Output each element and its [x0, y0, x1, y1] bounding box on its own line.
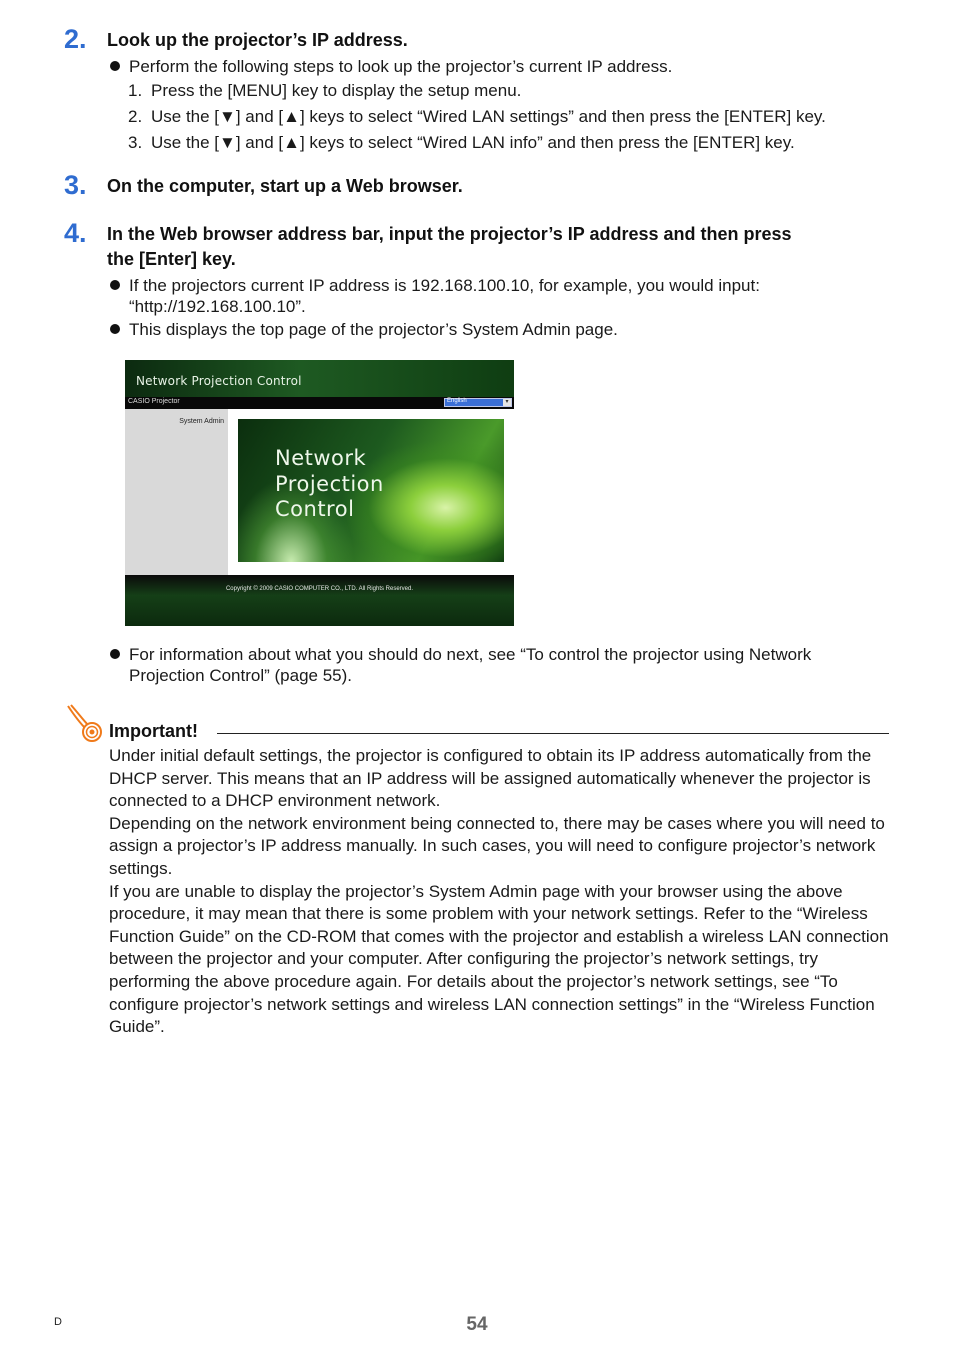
step-4-title-line1: In the Web browser address bar, input the projector’s IP address and then press: [107, 224, 792, 244]
important-paragraph: Under initial default settings, the projector is configured to obtain its IP address automatically from the DHCP server. This means that an IP address will be assigned automatically whenever the projector is connected to a DHCP environment network.: [109, 746, 872, 811]
bullet-text-line2: Projection Control” (page 55).: [129, 666, 353, 685]
step-number-2: 2.: [64, 24, 87, 54]
banner-line: Control: [275, 497, 355, 521]
language-select-value: English: [447, 398, 467, 404]
language-select: [444, 398, 512, 407]
bullet-text: Perform the following steps to look up the projector’s current IP address.: [129, 57, 673, 76]
substep-1: [128, 80, 521, 101]
step-4-title-line2: the [Enter] key.: [107, 249, 236, 269]
step-number-3: 3.: [64, 170, 87, 200]
screenshot-header: [125, 360, 514, 397]
banner-line: Projection: [275, 471, 384, 496]
chevron-down-icon: ▾: [503, 399, 511, 406]
step-2-title: Look up the projector’s IP address.: [107, 30, 408, 50]
screenshot-bar-label: CASIO Projector: [128, 398, 180, 405]
important-body: [109, 745, 889, 1039]
bullet-dot-icon: [110, 649, 120, 659]
substep-text: Press the [MENU] key to display the setup menu.: [151, 81, 522, 100]
important-divider: [217, 733, 889, 734]
substep-2: [128, 106, 826, 127]
step-3-title: On the computer, start up a Web browser.: [107, 176, 463, 196]
bullet-dot-icon: [110, 280, 120, 290]
important-paragraph: Depending on the network environment being connected to, there may be cases where you will need to assign a projector’s IP address manually. In such cases, you will need to configure projector’s network settings.: [109, 813, 885, 878]
screenshot-sidebar: [125, 409, 228, 575]
bullet-dot-icon: [110, 61, 120, 71]
step-4-bullet-2: [110, 319, 889, 340]
banner-text: [275, 446, 384, 523]
substep-number: 3.: [128, 133, 143, 152]
bullet-dot-icon: [110, 324, 120, 334]
bullet-text-line2: “http://192.168.100.10”.: [129, 297, 306, 316]
screenshot-copyright: Copyright © 2009 CASIO COMPUTER CO., LTD. All Rights Reserved.: [225, 586, 414, 592]
step-2-bullet: [110, 56, 889, 77]
system-admin-screenshot: [125, 360, 514, 626]
screenshot-banner: [238, 419, 504, 562]
bullet-text-line1: For information about what you should do next, see “To control the projector using Network: [129, 645, 812, 664]
step-4-bullet-3: [110, 644, 889, 686]
pin-marker-icon: [64, 703, 104, 743]
important-title: Important!: [109, 721, 198, 741]
screenshot-main: [228, 409, 514, 575]
substep-text: Use the [▼] and [▲] keys to select “Wired LAN settings” and then press the [ENTER] key.: [151, 107, 826, 126]
substep-number: 2.: [128, 107, 143, 126]
important-paragraph: If you are unable to display the projector’s System Admin page with your browser using the above procedure, it may mean that there is some problem with your network settings. Refer to the “Wireless Function Guide” on the CD-ROM that comes with the projector and establish a wireless LAN connection between the projector and your computer. After configuring the projector’s network settings, try performing the above procedure again. For details about the projector’s network settings, see “To configure projector’s network settings and wireless LAN connection settings” in the “Wireless Function Guide”.: [109, 881, 889, 1037]
step-4-bullet-1: [110, 275, 889, 317]
screenshot-footer: [125, 575, 514, 626]
step-number-4: 4.: [64, 218, 87, 248]
banner-line: Network: [275, 446, 367, 470]
substep-number: 1.: [128, 81, 143, 100]
bullet-text-line1: If the projectors current IP address is 192.168.100.10, for example, you would input:: [129, 276, 760, 295]
substep-text: Use the [▼] and [▲] keys to select “Wired LAN info” and then press the [ENTER] key.: [151, 133, 795, 152]
screenshot-header-title: Network Projection Control: [136, 374, 302, 388]
sidebar-item-system-admin: System Admin: [179, 418, 224, 425]
substep-3: [128, 132, 795, 153]
page-number: 54: [466, 1314, 488, 1335]
bullet-text: This displays the top page of the projector’s System Admin page.: [129, 320, 618, 339]
screenshot-bar: [125, 397, 514, 409]
corner-letter: D: [54, 1316, 62, 1328]
